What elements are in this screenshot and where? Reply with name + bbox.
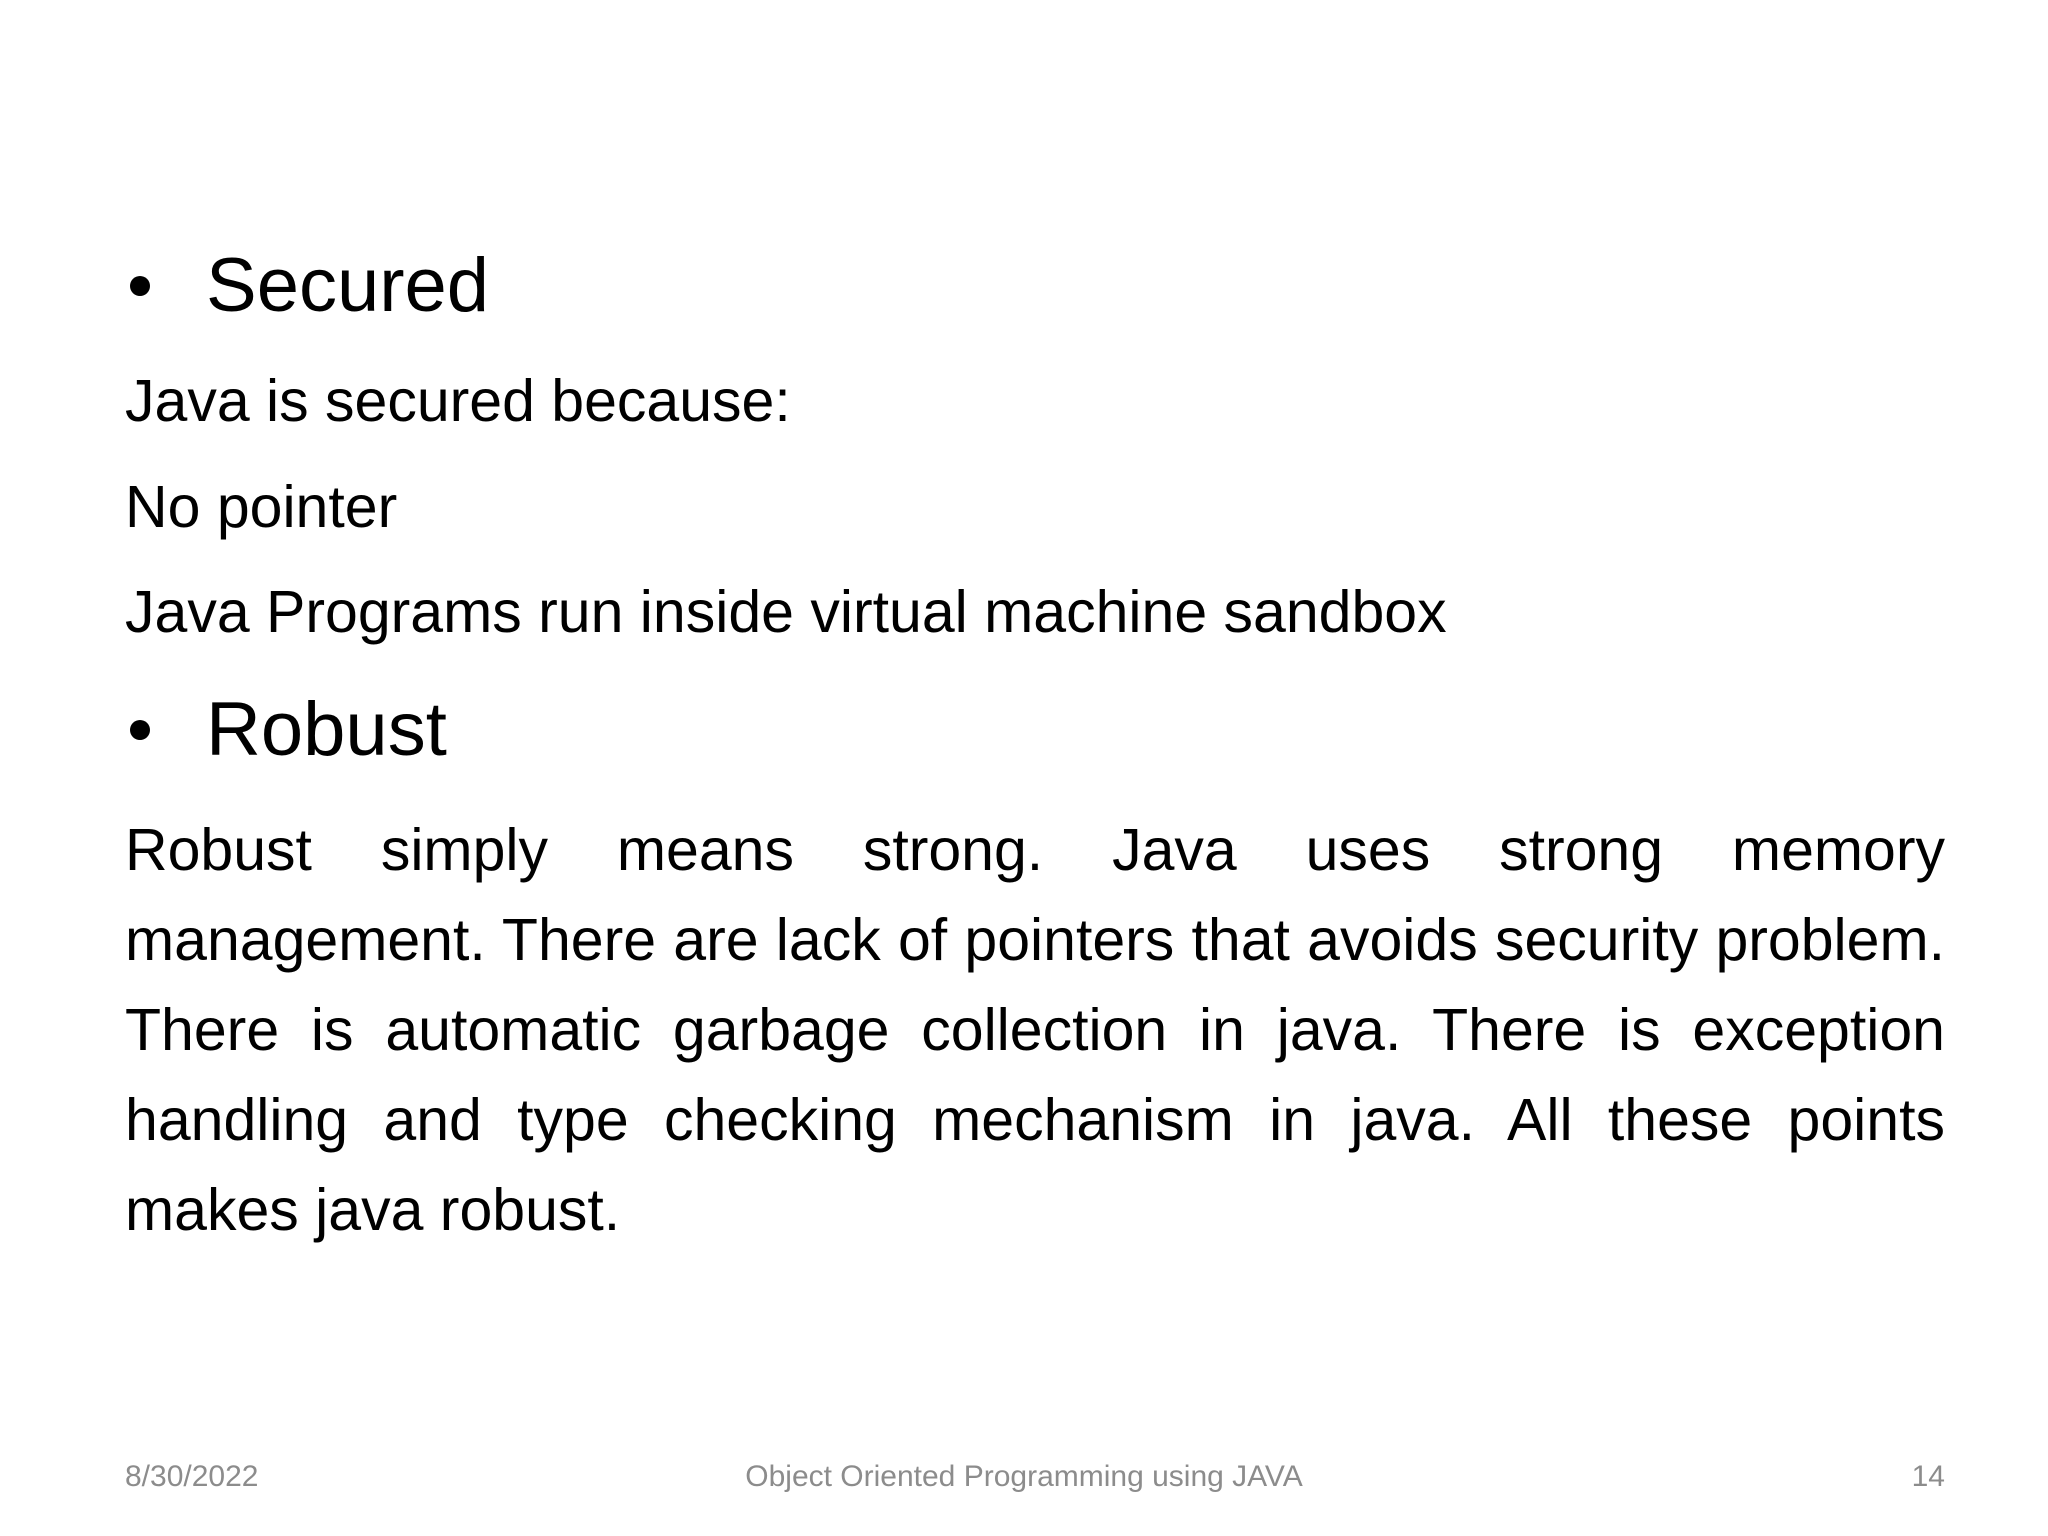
secured-line-2: No pointer <box>125 474 398 540</box>
bullet-heading-secured <box>125 243 490 328</box>
secured-line-1: Java is secured because: <box>125 368 791 434</box>
bullet-dot-icon <box>130 276 150 296</box>
heading-secured: Secured <box>206 243 490 328</box>
bullet-heading-robust <box>125 687 447 772</box>
heading-robust: Robust <box>206 687 447 772</box>
secured-line-3: Java Programs run inside virtual machine sandbox <box>125 579 1447 645</box>
robust-paragraph: Robust simply means strong. Java uses strong memory management. There are lack of pointers that avoids security problem. There is automatic garbage collection in java. There is exception handling and type checking mechanism in java. All these points makes java robust. <box>125 817 1945 1243</box>
footer-page-number: 14 <box>1911 1460 1945 1493</box>
footer-date: 8/30/2022 <box>125 1460 259 1493</box>
footer-title: Object Oriented Programming using JAVA <box>745 1460 1303 1493</box>
bullet-dot-icon <box>130 720 150 740</box>
